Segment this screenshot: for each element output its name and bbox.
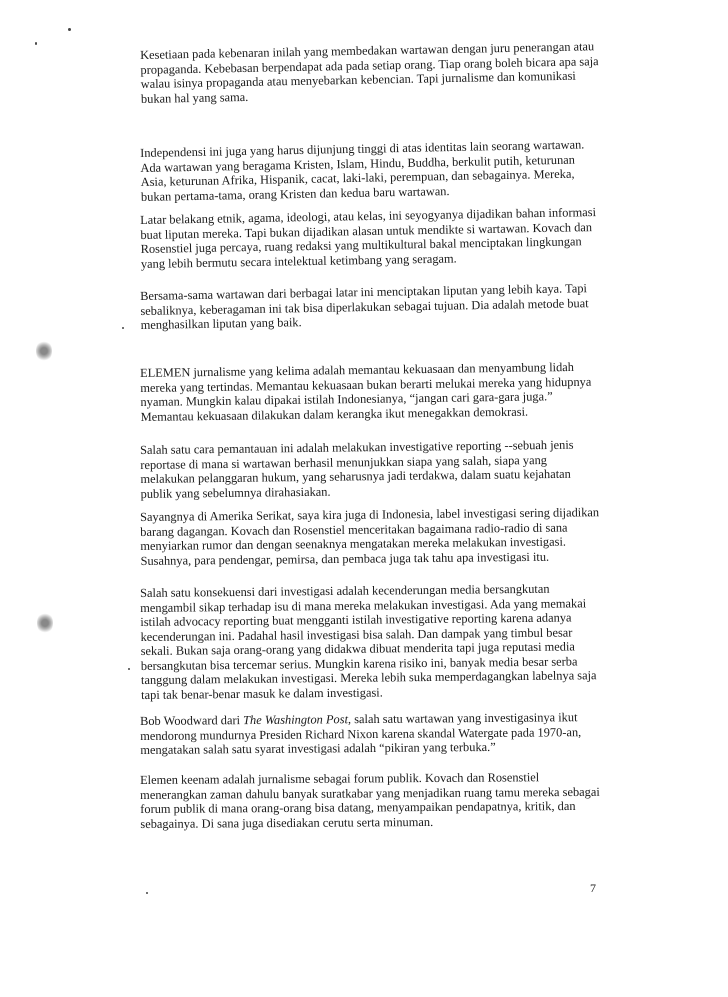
woodward-text-after: , salah satu wartawan yang investigasinya ikut mendorong mundurnya Presiden Richard Nixon karena skandal Watergate pada 1970-an, mengatakan salah satu syarat investigasi adalah “pikiran yang terbuka.” (140, 710, 582, 757)
scan-speck (35, 42, 37, 45)
woodward-text-before: Bob Woodward dari (140, 713, 244, 728)
scan-speck (146, 892, 148, 894)
paragraph-fifth-element: ELEMEN jurnalisme yang kelima adalah memantau kekuasaan dan menyambung lidah mereka yang tertindas. Memantau kekuasaan bukan berarti melukai mereka yang hidupnya nyaman. Mungkin kalau dipakai istilah Indonesianya, “jangan cari gara-gara juga.” Memantau kekuasaan dilakukan dalam kerangka ikut menegakkan demokrasi. (140, 359, 592, 424)
paragraph-diversity: Bersama-sama wartawan dari berbagai latar ini menciptakan liputan yang lebih kaya. Tapi sebaliknya, keberagaman ini tak bisa diperlakukan sebagai tujuan. Dia adalah metode buat menghasilkan liputan yang baik. (140, 281, 589, 332)
paragraph-investigation-consequence: Salah satu konsekuensi dari investigasi adalah kecenderungan media bersangkutan mengambil sikap terhadap isu di mana mereka melakukan investigasi. Ada yang memakai istilah advocacy reporting buat mengganti istilah investigative reporting karena adanya kecenderungan ini. Padahal hasil investigasi bisa salah. Dan dampak yang timbul besar sekali. Bukan saja orang-orang yang didakwa dibuat menderita tapi juga reputasi media bersangkutan bisa tercemar serius. Mungkin karena risiko ini, banyak media besar serba tanggung dalam melakukan investigasi. Mereka lebih suka memperdagangkan labelnya saja tapi tak benar-benar masuk ke dalam investigasi. (140, 581, 597, 702)
publication-title: The Washington Post (243, 712, 349, 728)
paragraph-truth-loyalty: Kesetiaan pada kebenaran inilah yang membedakan wartawan dengan juru penerangan atau propaganda. Kebebasan berpendapat ada pada setiap orang. Tiap orang boleh bicara apa saja walau isinya propaganda atau menyebarkan kebencian. Tapi jurnalisme dan komunikasi bukan hal yang sama. (140, 39, 599, 106)
punch-hole-mark (36, 340, 52, 362)
paragraph-independence: Independensi ini juga yang harus dijunjung tinggi di atas identitas lain seorang wartawan. Ada wartawan yang beragama Kristen, Islam, Hindu, Buddha, berkulit putih, keturunan Asia, keturunan Afrika, Hispanik, cacat, laki-laki, perempuan, dan sebagainya. Mereka, bukan pertama-tama, orang Kristen dan kedua baru wartawan. (140, 137, 585, 204)
paragraph-sixth-element: Elemen keenam adalah jurnalisme sebagai forum publik. Kovach dan Rosenstiel menerangkan zaman dahulu banyak suratkabar yang menjadikan ruang tamu mereka sebagai forum publik di mana orang-orang bisa datang, menyampaikan pendapatnya, kritik, dan sebagainya. Di sana juga disediakan cerutu serta minuman. (140, 770, 600, 831)
paragraph-background: Latar belakang etnik, agama, ideologi, atau kelas, ini seyogyanya dijadikan bahan informasi buat liputan mereka. Tapi bukan dijadikan alasan untuk mendikte si wartawan. Kovach dan Rosenstiel juga percaya, ruang redaksi yang multikultural bakal menciptakan lingkungan yang lebih bermutu secara intelektual ketimbang yang seragam. (140, 205, 597, 271)
punch-hole-mark (37, 612, 53, 634)
paragraph-investigative-reporting: Salah satu cara pemantauan ini adalah melakukan investigative reporting --sebuah jenis reportase di mana si wartawan berhasil menunjukkan siapa yang salah, siapa yang melakukan pelanggaran hukum, yang seharusnya jadi terdakwa, dalam suatu kejahatan publik yang sebelumnya dirahasiakan. (140, 437, 574, 501)
paragraph-investigation-label: Sayangnya di Amerika Serikat, saya kira juga di Indonesia, label investigasi sering dijadikan barang dagangan. Kovach dan Rosenstiel menceritakan bagaimana radio-radio di sana menyiarkan rumor dan dengan seenaknya mengatakan mereka melakukan investigasi. Susahnya, para pendengar, pemirsa, dan pembaca juga tak tahu apa investigasi itu. (140, 505, 600, 568)
scan-speck (122, 327, 124, 329)
page-number: 7 (590, 881, 596, 895)
paragraph-woodward (140, 710, 600, 758)
scan-speck (68, 28, 71, 31)
scan-speck (128, 668, 130, 670)
